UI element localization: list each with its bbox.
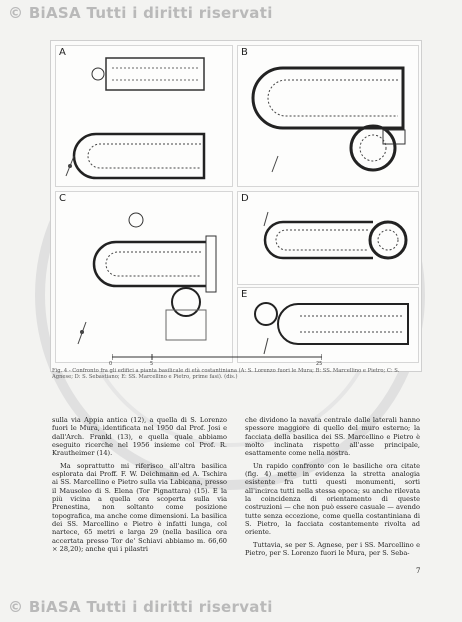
panel-label: C	[59, 193, 66, 204]
watermark-bottom: © BiASA Tutti i diritti riservati	[8, 598, 273, 616]
scale-end: 25	[316, 361, 323, 367]
plan-panel-d	[237, 191, 419, 285]
panel-label: B	[241, 47, 248, 58]
figure-plate	[50, 40, 422, 372]
figure-caption: Fig. 4 - Confronto fra gli edifici a pianta basilicale di età costantiniana (A: S. Lorenzo fuori le Mura; B: SS. Marcellino e Pietro; C: S. Agnese; D: S. Sebastiano; E: SS. Marcellino e Pietro, prime fasi). (dis.)	[52, 368, 400, 380]
scale-mid: 5	[150, 361, 154, 367]
page-number: 7	[416, 567, 421, 575]
basilica-plan-b	[238, 46, 418, 186]
paragraph: Un rapido confronto con le basiliche ora citate (fig. 4) mette in evidenza la stretta analogia esistente fra tutti questi monumenti, sorti all'incirca tutti nella stessa epoca; su anche rilevata la coincidenza di orientamento di queste costruzioni — che non può essere casuale — avendo tutte senza eccezione, come quella costantiniana di S. Pietro, la facciata costantemente rivolta ad oriente.	[245, 461, 420, 537]
paragraph: Ma soprattutto mi riferisco all'altra basilica esplorata dai Proff. F. W. Deichmann ed A. Tschira ai SS. Marcellino e Pietro sulla via Labicana, presso il Mausoleo di S. Elena (Tor Pignattara) (15). E la più vicina a quella ora scoperta sulla via Prenestina, non soltanto come posizione topografica, ma anche come dimensioni. La basilica dei SS. Marcellino e Pietro è infatti lunga, col nartece, 65 metri e larga 29 (nella basilica ora accertata presso Tor de' Schiavi abbiamo m. 66,60 × 28,20); anche qui i pilastri	[52, 461, 227, 554]
plan-panel-e	[237, 287, 419, 363]
plan-panel-a	[55, 45, 233, 187]
text-column-left	[52, 416, 227, 554]
plan-panel-c	[55, 191, 233, 363]
text-column-right	[245, 416, 420, 558]
basilica-plan-c	[56, 192, 232, 362]
basilica-plan-e	[238, 288, 418, 362]
paragraph: che dividono la navata centrale dalle laterali hanno spessore maggiore di quello del muro esterno; la facciata della basilica dei SS. Marcellino e Pietro è molto inclinata rispetto all'asse principale, esattamente come nella nostra.	[245, 416, 420, 458]
plan-panel-b	[237, 45, 419, 187]
scale-bar	[112, 353, 322, 361]
scale-start: 0	[109, 361, 113, 367]
paragraph: Tuttavia, se per S. Agnese, per i SS. Marcellino e Pietro, per S. Lorenzo fuori le Mura, per S. Seba-	[245, 540, 420, 558]
panel-label: E	[241, 289, 248, 300]
panel-label: A	[59, 47, 66, 58]
paragraph: sulla via Appia antica (12), a quella di S. Lorenzo fuori le Mura, identificata nel 1950 dal Prof. Josi e dall'Arch. Frankl (13), e quella quale abbiamo eseguito ricerche nel 1956 insieme col Prof. R. Krautheimer (14).	[52, 416, 227, 458]
basilica-plan-d	[238, 192, 418, 284]
basilica-plan-a	[56, 46, 232, 186]
panel-label: D	[241, 193, 249, 204]
watermark-top: © BiASA Tutti i diritti riservati	[8, 4, 273, 22]
